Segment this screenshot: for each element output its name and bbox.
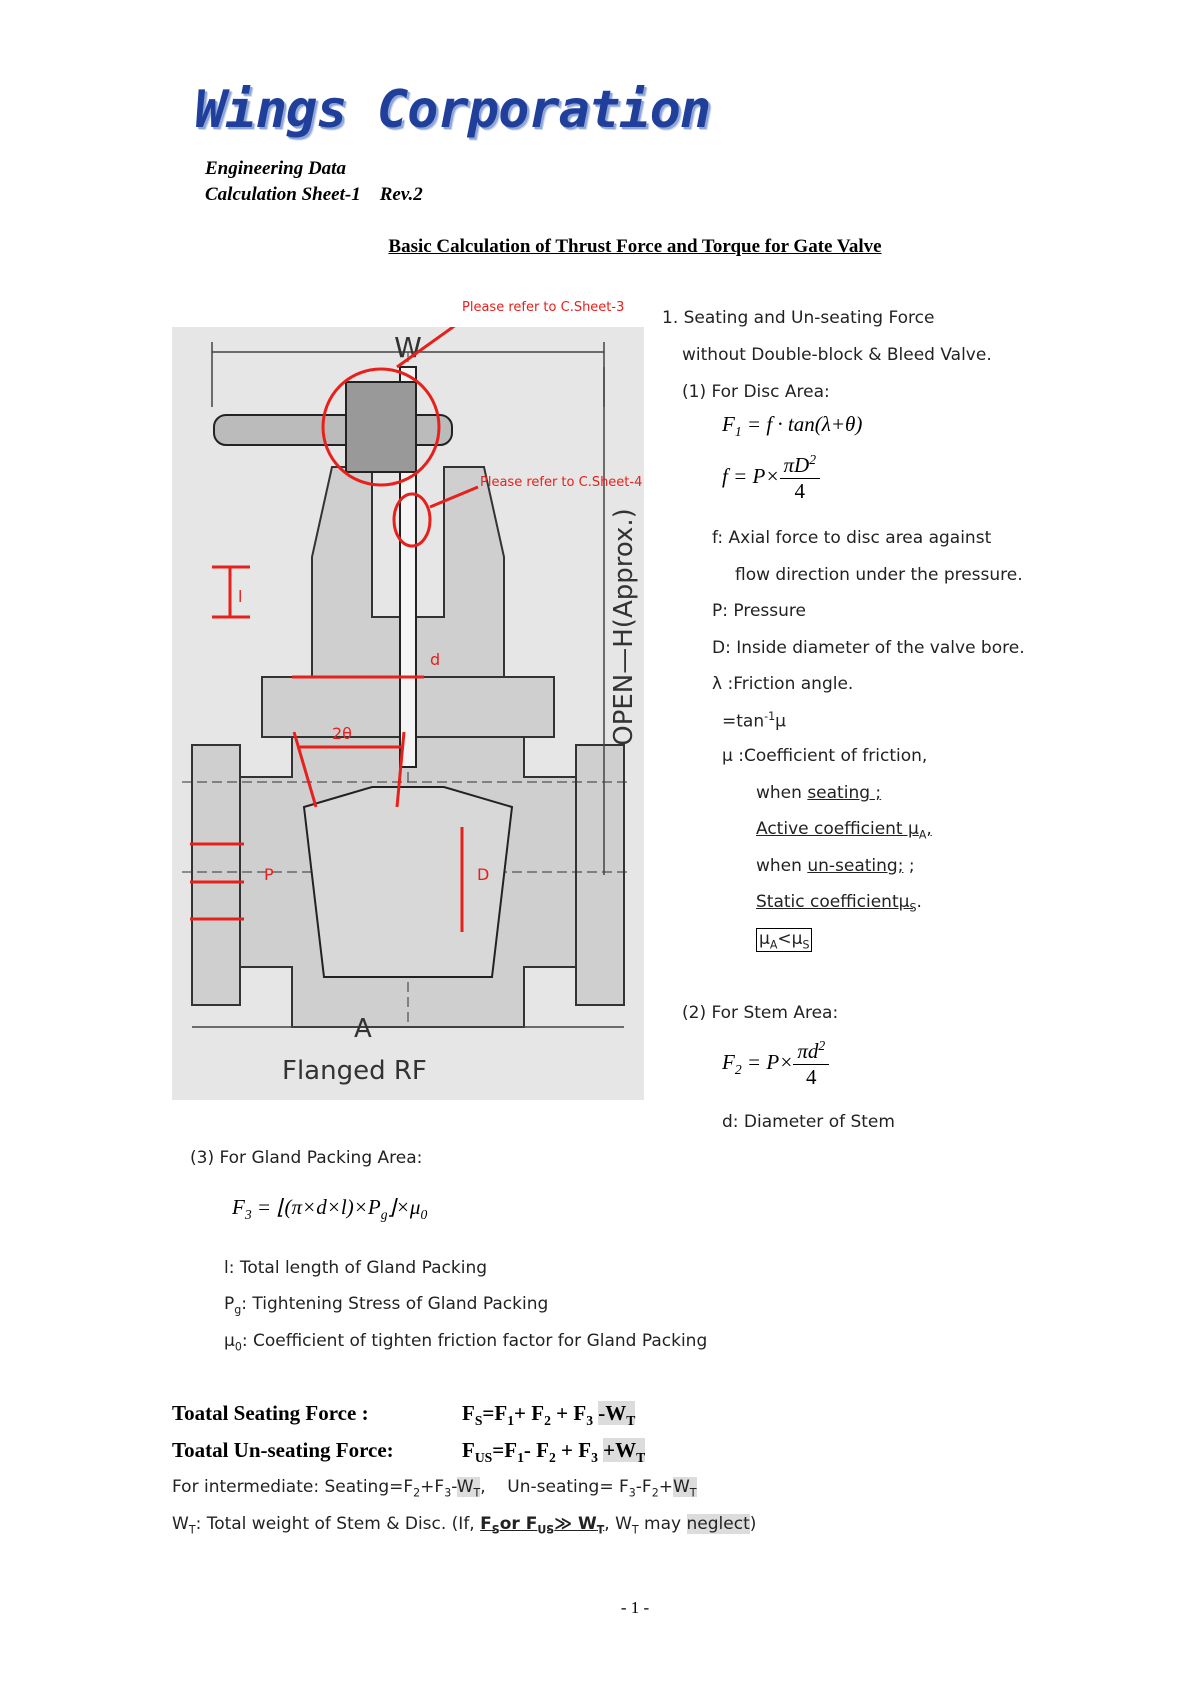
- mu0-def-text: : Coefficient of tighten friction factor for Gland Packing: [241, 1331, 708, 1351]
- label-d-bore: D: [477, 865, 490, 884]
- p-definition: P: Pressure: [712, 601, 806, 621]
- page-title: Basic Calculation of Thrust Force and Torque for Gate Valve: [388, 236, 882, 257]
- label-l: l: [238, 587, 243, 606]
- flanged-rf-label: Flanged RF: [282, 1056, 427, 1086]
- lambda-equation: $=\tan^{-1}\mu$: [722, 710, 786, 732]
- static-coefficient: Static coefficientμ$_S$.: [756, 892, 922, 915]
- intermediate-mid: Un-seating= F: [507, 1477, 629, 1497]
- f-definition: f: Axial force to disc area against: [712, 528, 992, 548]
- header-calc-sheet: [205, 184, 423, 206]
- static-text: Static coefficientμ: [756, 892, 910, 912]
- gland-packing-heading: (3) For Gland Packing Area:: [190, 1148, 423, 1168]
- total-unseating-formula: $F_{US}=F_1-$ $F_2 + F_3 +W_T$: [462, 1438, 646, 1466]
- when-unseating-post: ;: [903, 856, 915, 876]
- pg-definition: $P_g$: Tightening Stress of Gland Packing: [224, 1294, 549, 1317]
- header-engineering-data: Engineering Data: [205, 158, 346, 179]
- static-sub: S: [909, 901, 917, 915]
- intermediate-pre: For intermediate: Seating=F: [172, 1477, 414, 1497]
- lambda-definition: λ :Friction angle.: [712, 674, 854, 694]
- d-definition: D: Inside diameter of the valve bore.: [712, 638, 1025, 658]
- wt-may: may: [638, 1514, 687, 1534]
- stem-diameter-definition: d: Diameter of Stem: [722, 1112, 895, 1132]
- page-number: - 1 -: [620, 1598, 650, 1617]
- formula-f2: $F_2 = P\times$ $\frac{\pi d^2}{4}$: [722, 1038, 829, 1090]
- when-seating-pre: when: [756, 783, 808, 803]
- total-seating-formula: $F_S=F_1+ F_2 + F_3$ $-W_T$: [462, 1401, 636, 1429]
- wt-pre: : Total weight of Stem & Disc. (If,: [195, 1514, 481, 1534]
- label-p: P: [264, 865, 274, 884]
- pg-def-text: : Tightening Stress of Gland Packing: [241, 1294, 549, 1314]
- dim-a-label: A: [354, 1014, 372, 1044]
- revision-label: Rev.2: [379, 184, 423, 205]
- formula-f1: $F_1 = f \cdot \tan(\lambda+\theta)$: [722, 412, 863, 440]
- label-d-stem: d: [430, 650, 441, 669]
- total-seating-label: Toatal Seating Force :: [172, 1401, 369, 1425]
- ref-sheet-4: Please refer to C.Sheet-4: [480, 475, 643, 490]
- mu-definition: μ :Coefficient of friction,: [722, 746, 928, 766]
- when-unseating: [756, 856, 915, 876]
- when-unseating-u: un-seating;: [807, 856, 904, 876]
- active-sub: A: [918, 828, 927, 842]
- f-definition-2: flow direction under the pressure.: [735, 565, 1023, 585]
- label-2theta: 2θ: [332, 724, 352, 743]
- stem-area-heading: (2) For Stem Area:: [682, 1003, 839, 1023]
- section1-heading2: without Double-block & Bleed Valve.: [682, 345, 992, 365]
- formula-f3: $F_3$ = $⌊(\pi\times d\times l)\times P_g⌋\times\mu_0$: [232, 1195, 428, 1223]
- dim-open-h-label: OPEN—H(Approx.): [609, 508, 639, 746]
- lambda-eq-text: =tan: [722, 711, 765, 732]
- formula-f: f = P× $\frac{\pi D^2}{4}$: [722, 452, 820, 504]
- ref-sheet-3: Please refer to C.Sheet-3: [462, 300, 625, 315]
- total-unseating-label: Toatal Un-seating Force:: [172, 1438, 394, 1462]
- l-definition: l: Total length of Gland Packing: [224, 1258, 488, 1278]
- when-seating: [756, 783, 881, 803]
- dim-w-label: W: [394, 331, 422, 364]
- disc-area-heading: (1) For Disc Area:: [682, 382, 830, 402]
- mu0-definition: $\mu_0$: Coefficient of tighten friction factor for Gland Packing: [224, 1331, 708, 1354]
- calc-sheet-label: Calculation Sheet-1: [205, 184, 361, 205]
- when-unseating-pre: when: [756, 856, 808, 876]
- section1-heading: 1. Seating and Un-seating Force: [662, 308, 935, 328]
- wt-neglect: neglect: [686, 1514, 750, 1534]
- wt-definition: $W_T$: Total weight of Stem & Disc. (If, $F_Sor$ $F_{US}≫$ $W_T$, $W_T$ may neglect): [172, 1514, 757, 1537]
- mu-inequality: $\mu_A<\mu_S$: [756, 928, 812, 952]
- intermediate-formula: For intermediate: $Seating=F_2+F_3-W_T$, Un-seating= $F_3-F_2+W_T$: [172, 1477, 697, 1500]
- active-text: Active coefficient μ: [756, 819, 919, 839]
- gate-valve-diagram: [172, 327, 644, 1100]
- company-logo: Wings Corporation: [195, 80, 711, 140]
- when-seating-u: seating ;: [807, 783, 882, 803]
- active-coefficient: Active coefficient $\mu_A$,: [756, 819, 932, 842]
